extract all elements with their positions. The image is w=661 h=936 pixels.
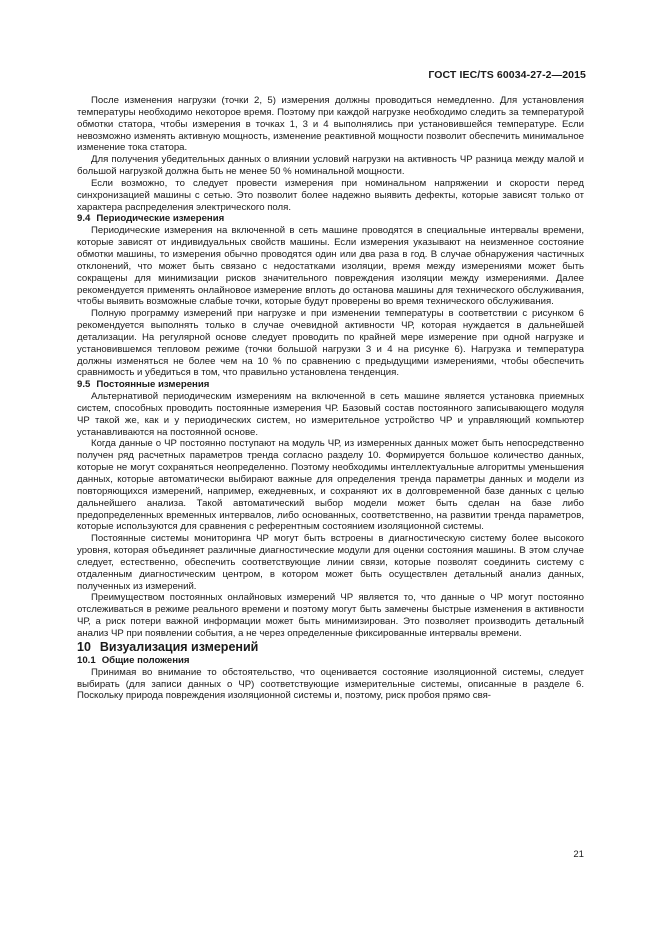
section-number: 9.4 [77,213,91,225]
section-number: 10 [77,639,91,654]
section-title: Постоянные измерения [96,379,210,391]
paragraph: Постоянные системы мониторинга ЧР могут быть встроены в диагностическую систему более высокого уровня, которая объединяет различные диагностические модули для оценки состояния машины. В этом случае следует, естественно, обеспечить соответствующие линии связи, которые позволят соединить систему с отдаленным диагностическим центром, в котором может быть осуществлен детальный анализ данных, полученных из измерений. [77,533,584,592]
paragraph: Если возможно, то следует провести измерения при номинальном напряжении и скорости перед синхронизацией машины с сетью. Это позволит более надежно выявить дефекты, которые зависят только от характера распределения электрического поля. [77,177,584,213]
paragraph: Периодические измерения на включенной в сеть машине проводятся в специальные интервалы времени, которые зависят от индивидуальных свойств машины. Если измерения указывают на неизменное состояние обмотки машины, то измерения обычно проводятся один или два раза в год. В случае обнаружения частичных отклонений, что может быть связано с недостатками изоляции, время между измерениями может быть сокращены для минимизации рисков значительного повреждения изоляции между измерениями. Далее рекомендуется применять онлайновое измерение вплоть до останова машины для технического обслуживания, чтобы выявить возможные слабые точки, которые будут проверены во время технического обслуживания. [77,225,584,308]
page-number: 21 [573,849,584,860]
section-title: Визуализация измерений [99,639,259,654]
paragraph: После изменения нагрузки (точки 2, 5) измерения должны проводиться немедленно. Для установления температуры необходимо некоторое время. Поэтому при каждой нагрузке необходимо следить за температурой обмотки статора, чтобы измерения в точках 1, 3 и 4 выполнялись при установившейся температуре. Если невозможно изменять активную мощность, изменение реактивной мощности позволит обеспечить минимальное изменение тока статора. [77,95,584,154]
paragraph: Принимая во внимание то обстоятельство, что оценивается состояние изоляционной системы, следует выбирать (для записи данных о ЧР) соответствующие измерительные системы, описанные в разделе 6. Поскольку природа повреждения изоляционной системы и, поэтому, риск пробоя прямо свя- [77,666,584,702]
section-heading-9-4 [77,213,584,225]
paragraph: Когда данные о ЧР постоянно поступают на модуль ЧР, из измеренных данных может быть непосредственно получен ряд расчетных параметров тренда согласно разделу 10. Формируется большое количество данных, которые не могут сохраняться неопределенно. Поэтому необходимы интеллектуальные алгоритмы уменьшения данных, которые автоматически выбирают важные для определения тренда параметры данных и модели из повторяющихся измерений, например, ежедневных, и сохраняют их в долговременной базе данных с целью дальнейшего анализа. Такой автоматический выбор модели может быть сделан на базе либо предопределенных временных интервалов, либо основанных, соответственно, на развитии тренда параметров, которые используются для сравнения с референтным состоянием изоляционной системы. [77,438,584,533]
section-title: Общие положения [101,654,190,666]
standard-designation: ГОСТ IEC/TS 60034-27-2—2015 [428,69,586,81]
page-content [77,95,584,702]
paragraph: Полную программу измерений при нагрузке и при изменении температуры в соответствии с рисунком 6 рекомендуется выполнять только в случае очевидной активности ЧР, которая нуждается в дальнейшей детализации. На регулярной основе следует проводить по крайней мере измерение при одной нагрузке и установившемся тепловом режиме (точки большой нагрузки 3 и 4 на рисунке 6). Нагрузка и температура должны изменяться не более чем на 10 % по сравнению с предыдущими измерениями, чтобы обеспечить сравнимость и убедиться в том, что правильно установлена тенденция. [77,308,584,379]
section-heading-10 [77,640,584,655]
paragraph: Для получения убедительных данных о влиянии условий нагрузки на активность ЧР разница между малой и большой нагрузкой должна быть не менее 50 % номинальной мощности. [77,154,584,178]
section-number: 10.1 [77,654,96,666]
section-title: Периодические измерения [96,213,225,225]
paragraph: Альтернативой периодическим измерениям на включенной в сеть машине является установка приемных систем, способных проводить постоянные измерения ЧР. Базовый состав постоянного записывающего модуля ЧР такой же, как и у периодических систем, но измерительное устройство ЧР и управляющий компьютер устанавливаются на постоянной основе. [77,391,584,438]
section-number: 9.5 [77,379,91,391]
section-heading-9-5 [77,379,584,391]
paragraph: Преимуществом постоянных онлайновых измерений ЧР является то, что данные о ЧР могут постоянно отслеживаться в режиме реального времени и поэтому могут быть замечены быстрые изменения в активности ЧР, а риск потери важной информации может быть минимизирован. Это позволяет производить детальный анализ ЧР при появлении события, а не через определенные фиксированные интервалы времени. [77,592,584,639]
section-heading-10-1 [77,655,584,667]
